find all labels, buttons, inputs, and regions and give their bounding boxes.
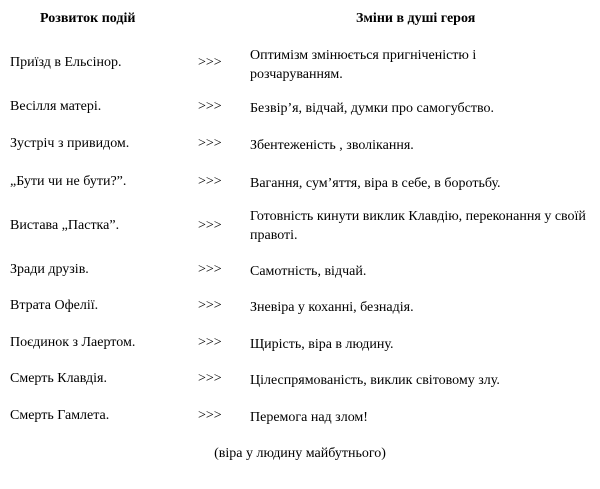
- event-text: Смерть Гамлета.: [10, 408, 110, 423]
- event-text: Вистава „Пастка”.: [10, 218, 120, 233]
- change-text: Щирість, віра в людину.: [250, 337, 394, 352]
- arrow-text: >>>: [198, 262, 222, 277]
- change-text: Готовність кинути виклик Клавдію, переконання у своїй правоті.: [250, 209, 586, 243]
- header-changes: Зміни в душі героя: [356, 11, 476, 26]
- arrow-text: >>>: [198, 408, 222, 423]
- event-text: Весілля матері.: [10, 99, 102, 114]
- arrow-text: >>>: [198, 55, 222, 70]
- header-events: Розвиток подій: [40, 11, 136, 26]
- event-text: Смерть Клавдія.: [10, 371, 107, 386]
- arrow-text: >>>: [198, 174, 222, 189]
- event-text: „Бути чи не бути?”.: [10, 174, 127, 189]
- change-text: Оптимізм змінюється пригніченістю і розчаруванням.: [250, 48, 477, 82]
- arrow-text: >>>: [198, 99, 222, 114]
- change-text: Безвір’я, відчай, думки про самогубство.: [250, 101, 494, 116]
- change-text: Збентеженість , зволікання.: [250, 138, 414, 153]
- change-text: Вагання, сум’яття, віра в себе, в боротьбу.: [250, 176, 501, 191]
- arrow-text: >>>: [198, 218, 222, 233]
- change-text: Зневіра у коханні, безнадія.: [250, 300, 414, 315]
- arrow-text: >>>: [198, 371, 222, 386]
- footer-note: (віра у людину майбутнього): [214, 446, 386, 461]
- change-text: Цілеспрямованість, виклик світовому злу.: [250, 373, 500, 388]
- event-text: Втрата Офелії.: [10, 298, 99, 313]
- change-text: Перемога над злом!: [250, 410, 368, 425]
- event-text: Поєдинок з Лаертом.: [10, 335, 136, 350]
- event-text: Приїзд в Ельсінор.: [10, 55, 122, 70]
- event-text: Зради друзів.: [10, 262, 89, 277]
- arrow-text: >>>: [198, 136, 222, 151]
- arrow-text: >>>: [198, 298, 222, 313]
- event-text: Зустріч з привидом.: [10, 136, 130, 151]
- change-text: Самотність, відчай.: [250, 264, 367, 279]
- arrow-text: >>>: [198, 335, 222, 350]
